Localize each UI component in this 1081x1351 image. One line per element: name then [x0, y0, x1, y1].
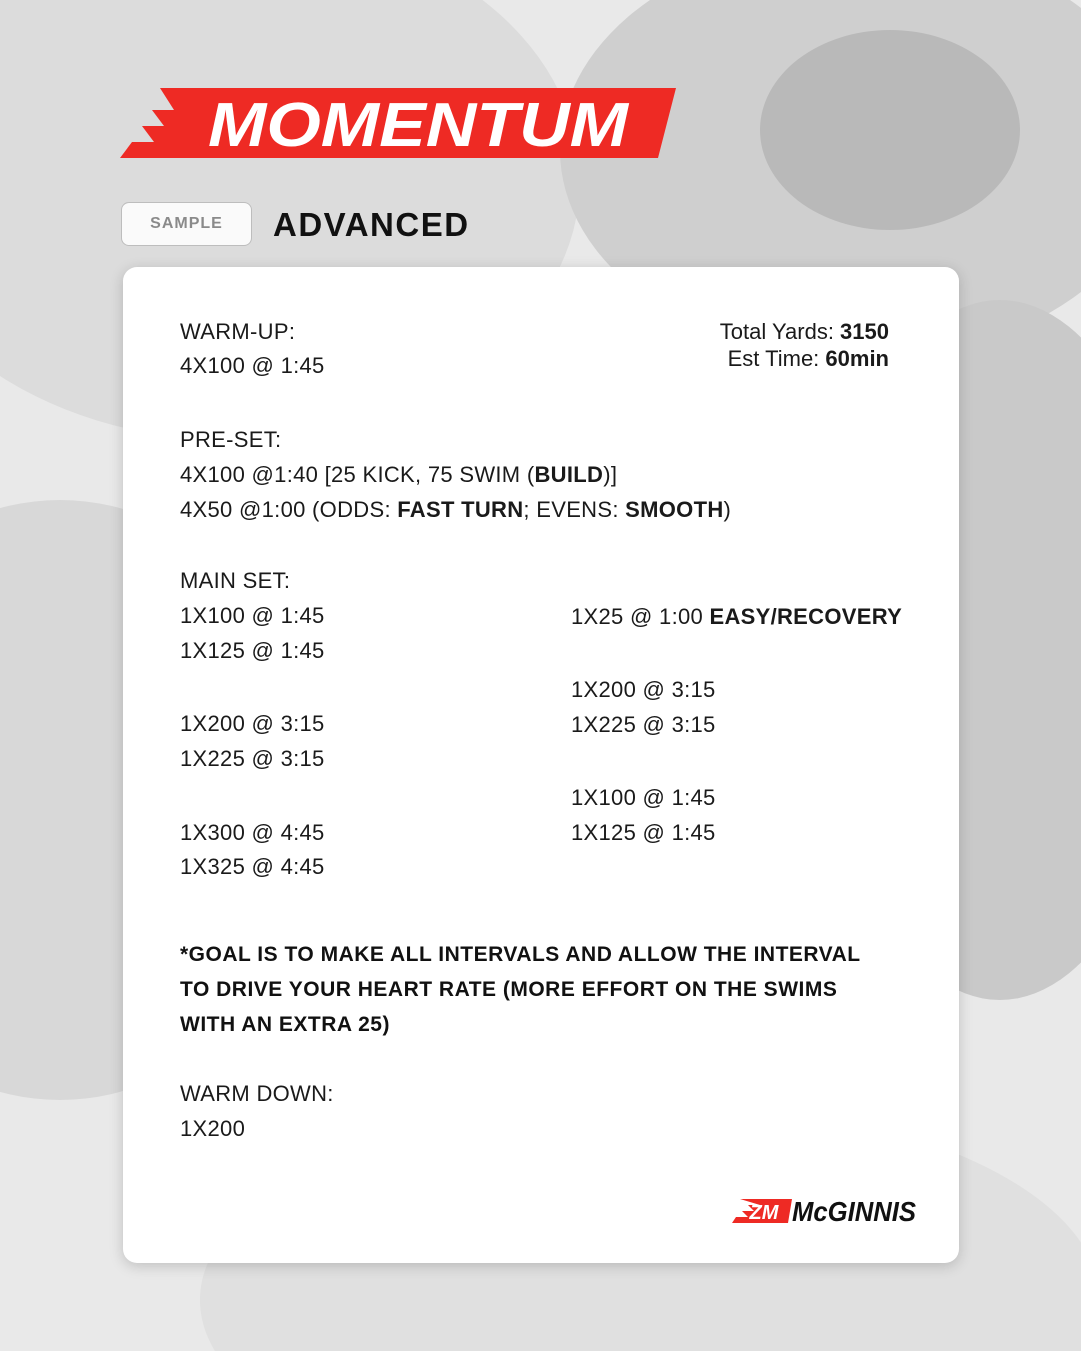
level-title: ADVANCED [273, 206, 470, 243]
mainset-left-item: 1X125 @ 1:45 [180, 638, 325, 663]
mcginnis-logo [730, 1191, 920, 1231]
warmup-heading: WARM-UP: [180, 319, 296, 344]
mcginnis-wordmark: McGINNIS [792, 1196, 917, 1227]
momentum-logo [118, 86, 678, 160]
mainset-heading: MAIN SET: [180, 568, 291, 593]
sample-badge: SAMPLE [121, 202, 252, 246]
mainset-left-item: 1X325 @ 4:45 [180, 854, 325, 879]
total-yards: Total Yards: 3150 [719, 319, 889, 344]
svg-text:ZM: ZM [749, 1202, 779, 1224]
momentum-wordmark: MOMENTUM [208, 91, 630, 160]
mainset-left-item: 1X225 @ 3:15 [180, 746, 325, 771]
mainset-right-item: 1X225 @ 3:15 [571, 712, 716, 737]
mainset-left-item: 1X200 @ 3:15 [180, 711, 325, 736]
mainset-left-item: 1X100 @ 1:45 [180, 603, 325, 628]
mainset-right-recovery: 1X25 @ 1:00 EASY/RECOVERY [571, 604, 903, 629]
est-time: Est Time: 60min [727, 346, 889, 371]
warmdown-heading: WARM DOWN: [180, 1081, 334, 1106]
mainset-left-item: 1X300 @ 4:45 [180, 820, 325, 845]
preset-line-1: 4X100 @1:40 [25 KICK, 75 SWIM (BUILD)] [180, 462, 618, 487]
mainset-right-item: 1X125 @ 1:45 [571, 820, 716, 845]
mainset-right-item: 1X100 @ 1:45 [571, 785, 716, 810]
preset-heading: PRE-SET: [180, 427, 282, 452]
warmup-set: 4X100 @ 1:45 [180, 353, 325, 378]
warmdown-set: 1X200 [180, 1116, 246, 1141]
workout-card [123, 267, 959, 1263]
preset-line-2: 4X50 @1:00 (ODDS: FAST TURN; EVENS: SMOOTH) [180, 497, 732, 522]
goal-note: *GOAL IS TO MAKE ALL INTERVALS AND ALLOW THE INTERVAL TO DRIVE YOUR HEART RATE (MORE EFFORT ON THE SWIMS WITH AN EXTRA 25) [180, 943, 861, 1036]
mainset-right-item: 1X200 @ 3:15 [571, 677, 716, 702]
